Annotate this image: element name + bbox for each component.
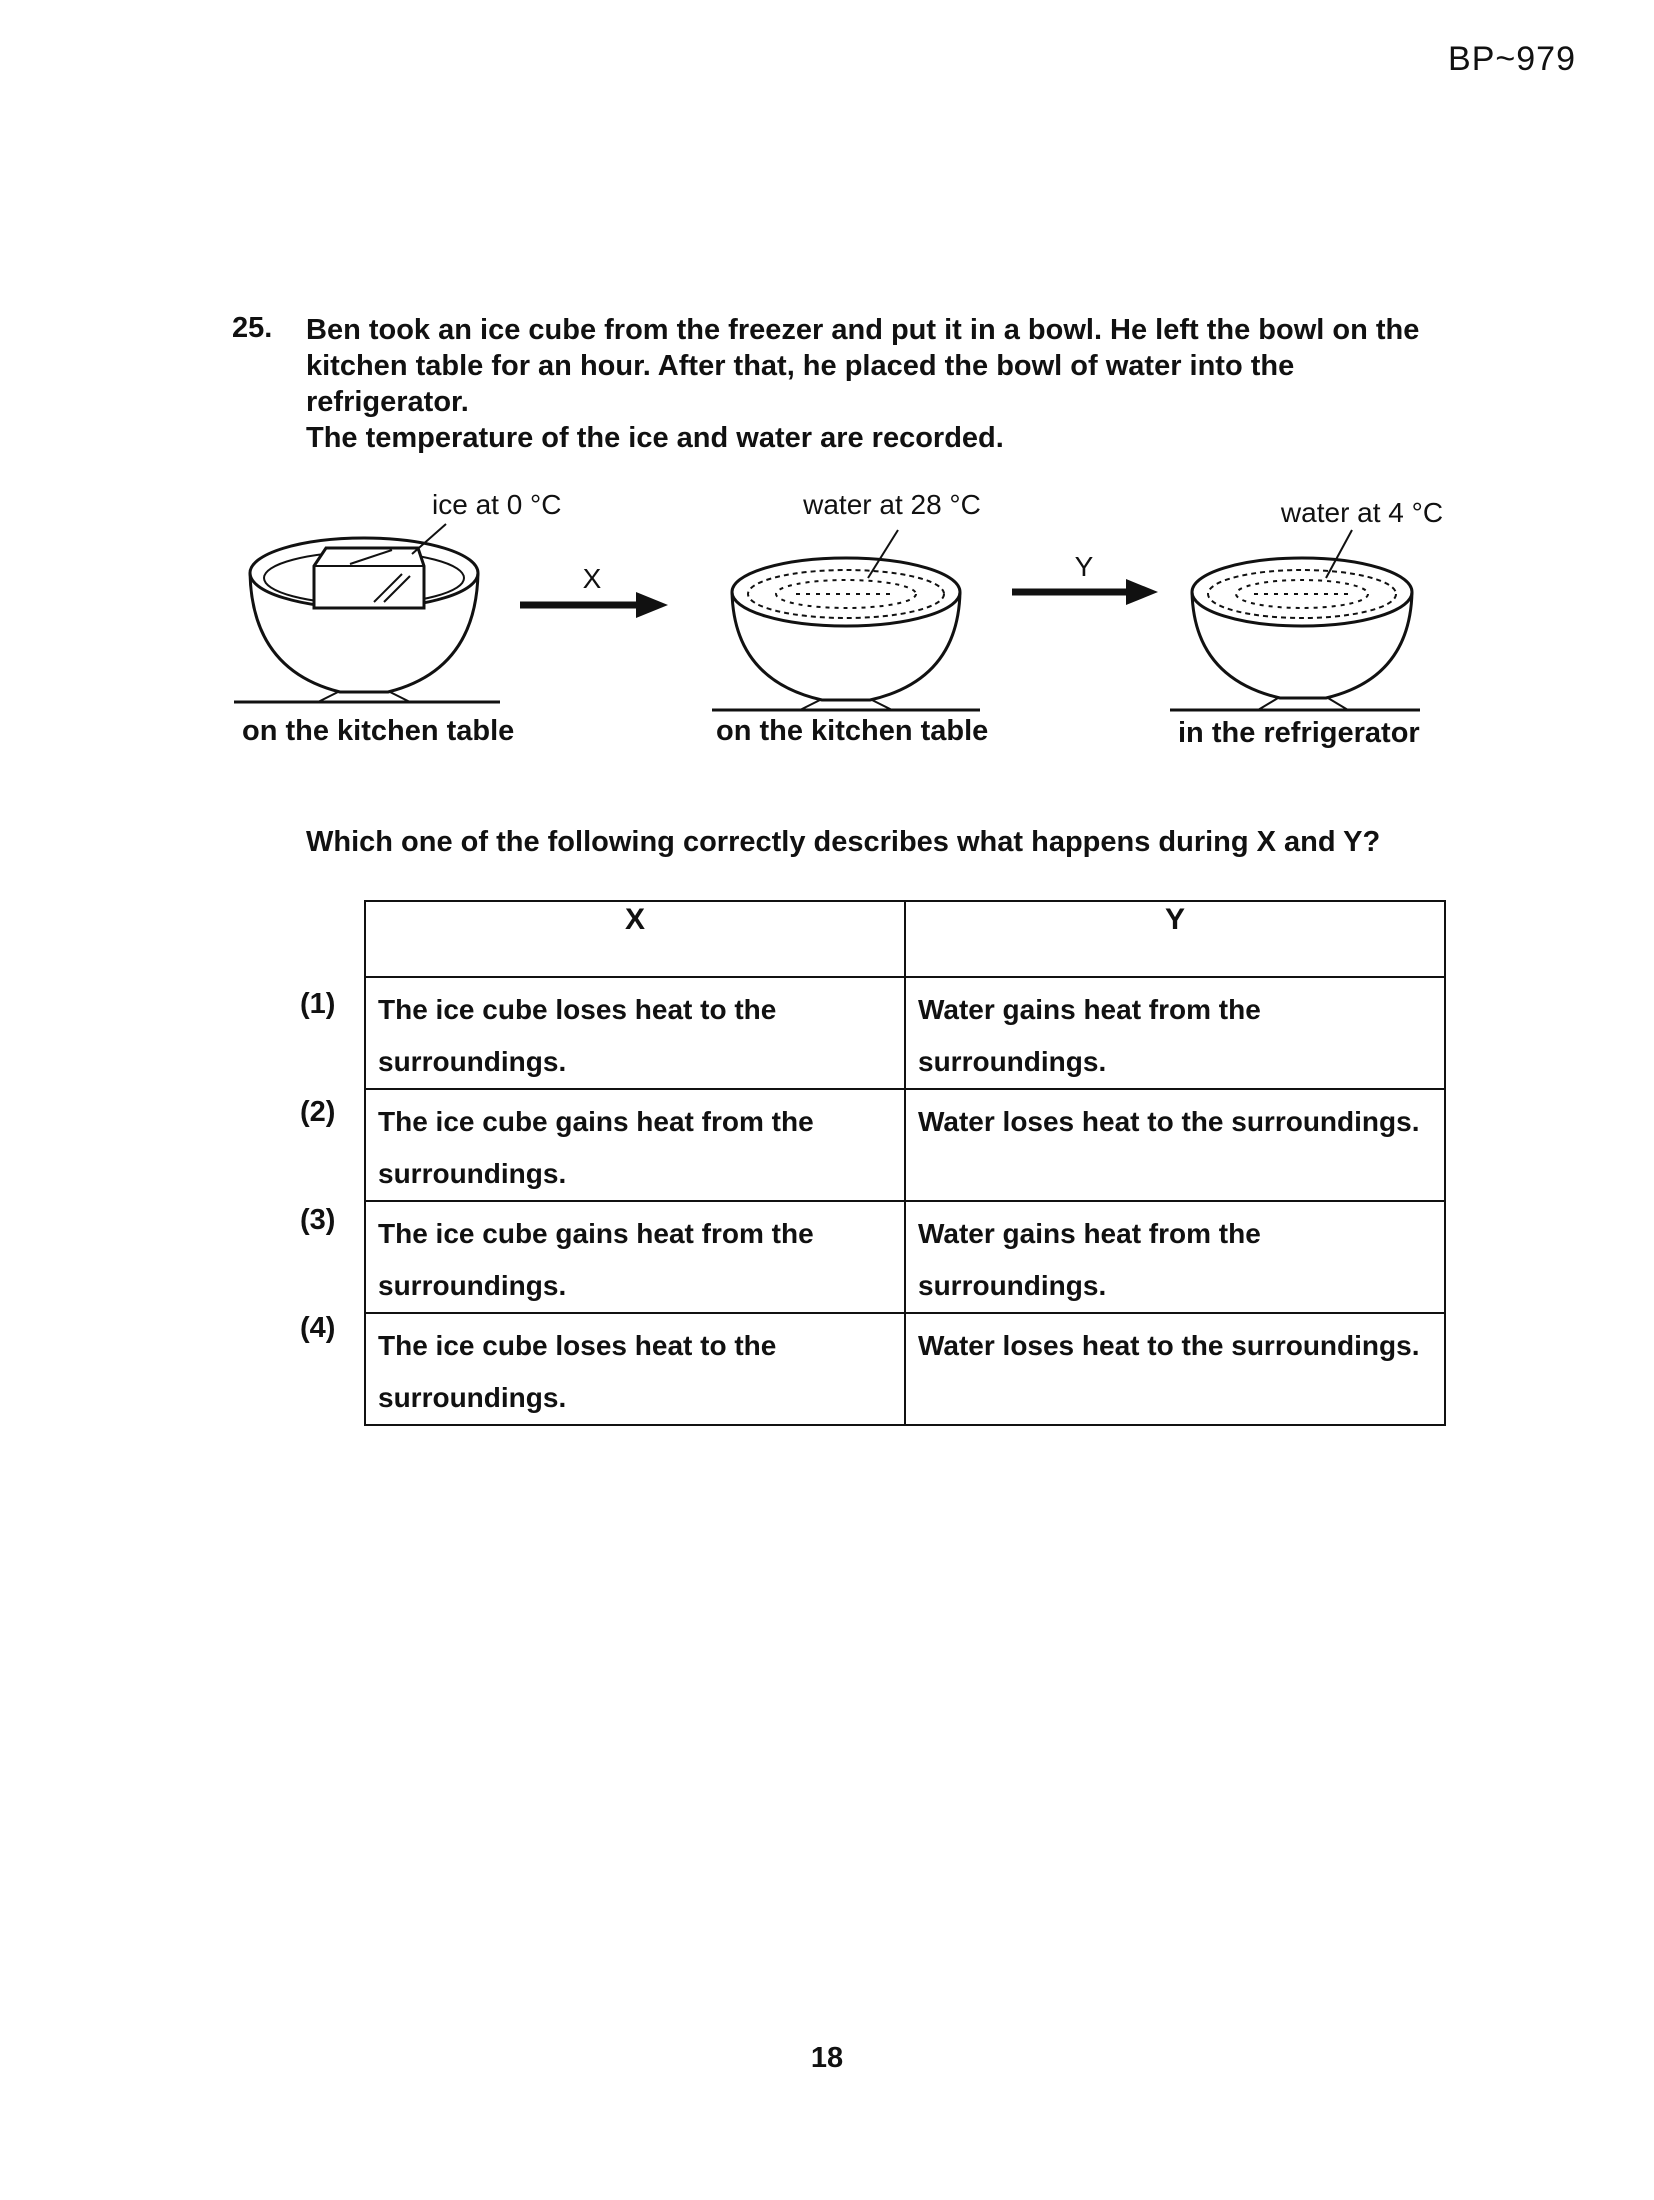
question-number: 25. [232,312,273,344]
column-header-x: X [365,901,905,977]
page-number: 18 [810,2042,844,2074]
cell-y: Water gains heat from the surroundings. [905,1201,1445,1313]
arrow-y [1012,551,1158,605]
experiment-diagram [0,460,1654,750]
ice-cube [314,548,424,608]
options-table [364,900,1446,1426]
cell-x: The ice cube gains heat from the surroundings. [365,1089,905,1201]
question-prompt: Which one of the following correctly describes what happens during X and Y? [306,826,1381,858]
question-line: kitchen table for an hour. After that, he placed the bowl of water into the refrigerator. [306,350,1295,418]
table-row [365,977,1445,1089]
label-water-temperature-cold: water at 4 °C [1280,497,1444,528]
table-row [365,1089,1445,1201]
option-number: (2) [300,1096,336,1128]
arrow-x-label: X [582,563,602,594]
table-header-row [365,901,1445,977]
label-location-2: on the kitchen table [716,715,989,747]
bowl-with-water-cold [1170,497,1443,749]
cell-x: The ice cube loses heat to the surroundings. [365,977,905,1089]
column-header-y: Y [905,901,1445,977]
question-line: Ben took an ice cube from the freezer and put it in a bowl. He left the bowl on the [306,314,1420,346]
cell-x: The ice cube gains heat from the surroundings. [365,1201,905,1313]
document-code: BP~979 [1448,40,1576,78]
question-line: The temperature of the ice and water are recorded. [306,422,1004,454]
cell-y: Water loses heat to the surroundings. [905,1313,1445,1425]
bowl-with-ice [234,489,561,747]
table-row [365,1313,1445,1425]
question-text [306,312,1446,456]
option-number: (4) [300,1312,336,1344]
label-ice-temperature: ice at 0 °C [432,489,562,520]
option-number: (1) [300,988,336,1020]
arrow-y-label: Y [1074,551,1094,582]
label-location-3: in the refrigerator [1178,717,1420,749]
option-numbers [300,972,335,1404]
cell-x: The ice cube loses heat to the surroundings. [365,1313,905,1425]
cell-y: Water loses heat to the surroundings. [905,1089,1445,1201]
table-row [365,1201,1445,1313]
label-location-1: on the kitchen table [242,715,515,747]
cell-y: Water gains heat from the surroundings. [905,977,1445,1089]
arrow-x [520,563,668,618]
bowl-with-water-warm [712,489,988,747]
label-water-temperature-warm: water at 28 °C [803,489,981,520]
option-number: (3) [300,1204,336,1236]
